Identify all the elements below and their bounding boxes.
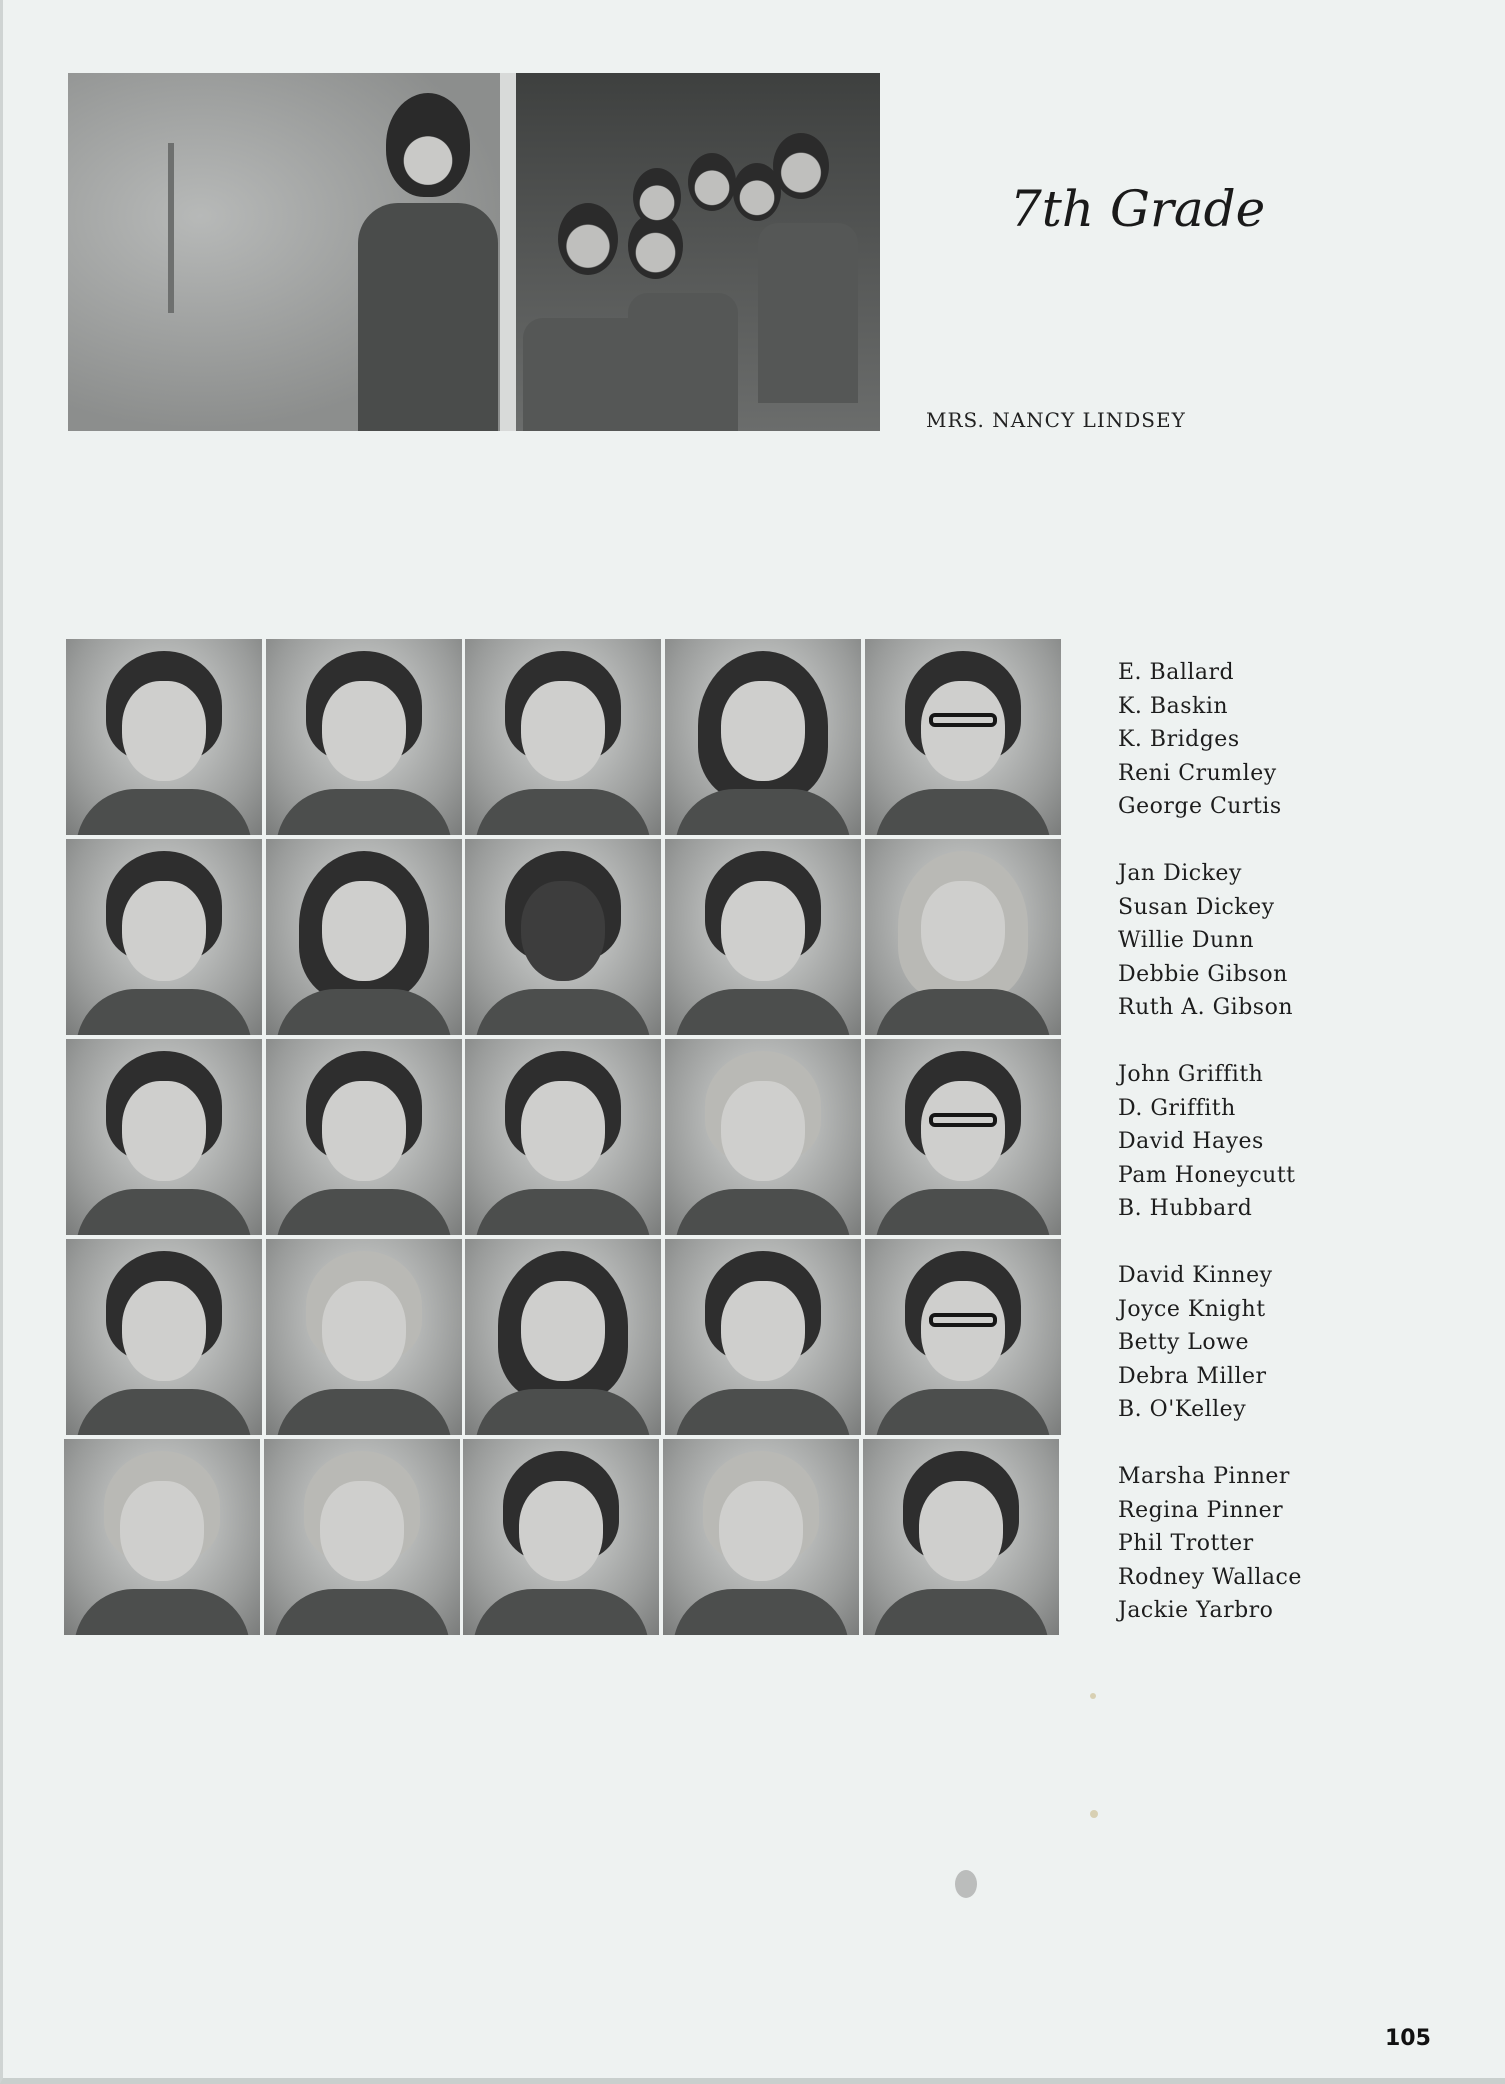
- student-figure: [688, 153, 736, 211]
- student-name: K. Bridges: [1118, 727, 1240, 753]
- student-name: Jackie Yarbro: [1118, 1598, 1274, 1624]
- student-portrait: [465, 639, 661, 835]
- student-name: David Hayes: [1118, 1129, 1264, 1155]
- student-name: Susan Dickey: [1118, 894, 1275, 920]
- student-portrait: [266, 839, 462, 1035]
- student-portrait: [465, 839, 661, 1035]
- student-name: Pam Honeycutt: [1118, 1162, 1296, 1188]
- student-figure: [558, 203, 618, 275]
- student-name: B. Hubbard: [1118, 1196, 1253, 1222]
- student-portrait: [863, 1439, 1059, 1635]
- student-name: Ruth A. Gibson: [1118, 995, 1294, 1021]
- student-name: David Kinney: [1118, 1263, 1273, 1288]
- student-name: K. Baskin: [1118, 693, 1229, 719]
- name-group-row-4: [1118, 1259, 1358, 1460]
- student-name: B. O'Kelley: [1118, 1397, 1247, 1423]
- student-name: Phil Trotter: [1118, 1531, 1254, 1557]
- name-group-row-1: [1118, 656, 1358, 857]
- student-figure: [628, 293, 738, 431]
- student-figure: [773, 133, 829, 199]
- student-portrait: [665, 839, 861, 1035]
- student-name: Rodney Wallace: [1118, 1564, 1302, 1590]
- class-photo: [68, 73, 880, 431]
- student-name: Debbie Gibson: [1118, 961, 1288, 987]
- student-portrait: [64, 1439, 260, 1635]
- student-name: John Griffith: [1118, 1062, 1264, 1087]
- student-name: Joyce Knight: [1118, 1296, 1266, 1322]
- student-portrait: [264, 1439, 460, 1635]
- name-group-row-5: [1118, 1460, 1358, 1661]
- student-name: Jan Dickey: [1118, 861, 1242, 886]
- student-figure: [633, 168, 681, 226]
- student-name: Debra Miller: [1118, 1363, 1267, 1389]
- tree-drawing: [168, 143, 214, 313]
- student-portrait: [665, 639, 861, 835]
- page-number: 105: [1385, 2026, 1431, 2051]
- student-figure: [758, 223, 858, 403]
- student-portrait: [865, 639, 1061, 835]
- student-portrait: [663, 1439, 859, 1635]
- student-portrait: [465, 1039, 661, 1235]
- student-name: George Curtis: [1118, 794, 1282, 820]
- paper-stain: [1090, 1693, 1096, 1699]
- name-group-row-3: [1118, 1058, 1358, 1259]
- teacher-figure: [348, 93, 508, 431]
- student-portrait: [865, 1039, 1061, 1235]
- student-portrait: [266, 1239, 462, 1435]
- student-portrait: [66, 1239, 262, 1435]
- student-portrait: [465, 1239, 661, 1435]
- portrait-grid: [64, 639, 1062, 1639]
- student-name: Regina Pinner: [1118, 1497, 1284, 1523]
- student-portrait: [66, 639, 262, 835]
- student-portrait: [266, 639, 462, 835]
- student-name: Reni Crumley: [1118, 760, 1277, 786]
- student-name: D. Griffith: [1118, 1095, 1236, 1121]
- paper-stain: [955, 1870, 977, 1898]
- student-portrait: [66, 839, 262, 1035]
- student-portrait: [665, 1239, 861, 1435]
- student-portrait: [865, 1239, 1061, 1435]
- student-name: Betty Lowe: [1118, 1330, 1249, 1356]
- page-title: 7th Grade: [1010, 180, 1266, 238]
- student-portrait: [266, 1039, 462, 1235]
- paper-stain: [1090, 1810, 1098, 1818]
- student-portrait: [463, 1439, 659, 1635]
- student-portrait: [66, 1039, 262, 1235]
- student-name: Willie Dunn: [1118, 928, 1255, 954]
- student-name: Marsha Pinner: [1118, 1464, 1290, 1489]
- name-group-row-2: [1118, 857, 1358, 1058]
- student-portrait: [865, 839, 1061, 1035]
- student-portrait: [665, 1039, 861, 1235]
- teacher-name: MRS. NANCY LINDSEY: [926, 408, 1186, 432]
- student-names: [1118, 656, 1358, 1661]
- student-name: E. Ballard: [1118, 660, 1235, 685]
